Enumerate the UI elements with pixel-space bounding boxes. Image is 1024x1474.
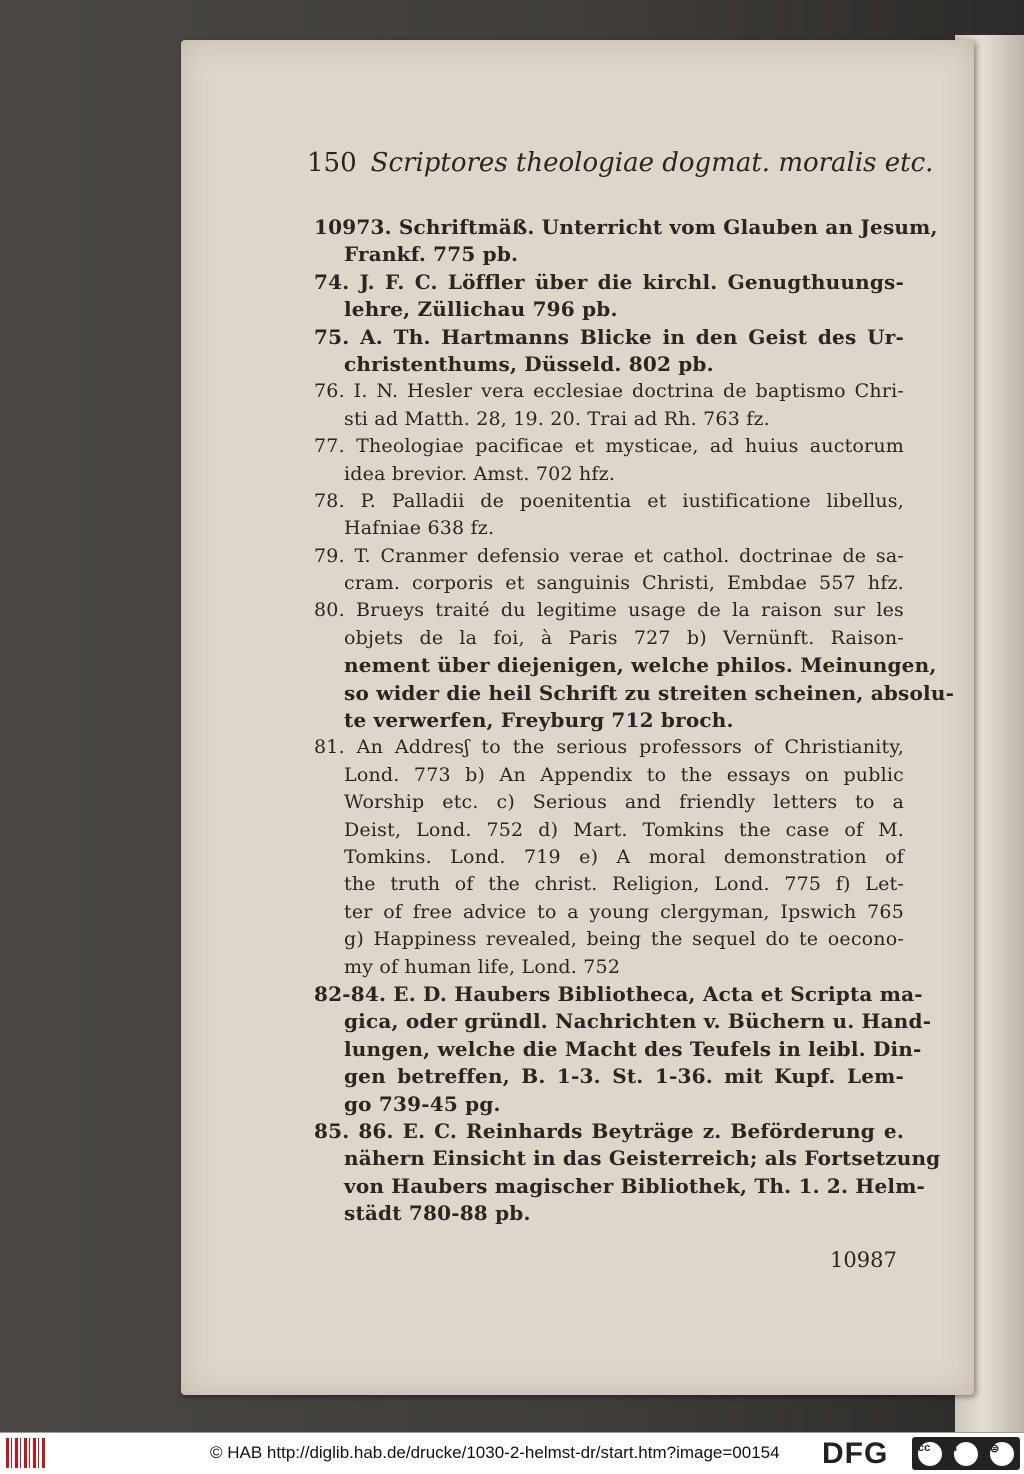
entry-line: 10973. Schriftmäß. Unterricht vom Glauben an Jesum, xyxy=(314,215,938,239)
running-title: Scriptores theologiae dogmat. moralis etc. xyxy=(370,148,934,178)
entry-line: idea brevior. Amst. 702 hfz. xyxy=(344,462,616,485)
entry-line: so wider die heil Schrift zu streiten scheinen, absolu- xyxy=(344,680,955,705)
entry-line: christenthums, Düsseld. 802 pb. xyxy=(344,351,714,376)
page-number: 150 xyxy=(307,148,357,178)
share-alike-icon: ⊜ xyxy=(990,1442,1014,1466)
entry-line: nähern Einsicht in das Geisterreich; als Fortsetzung xyxy=(344,1146,941,1171)
catchword: 10987 xyxy=(830,1248,897,1272)
entry-line: g) Happiness revealed, being the sequel do te oecono- xyxy=(344,928,904,951)
entry-line: 81. An Addresʃ to the serious professors of Christianity, xyxy=(314,736,904,759)
cc-license-badge[interactable] xyxy=(912,1437,1020,1470)
entry-line: 76. I. N. Hesler vera ecclesiae doctrina de baptismo Chri- xyxy=(314,380,904,403)
entry-line: 74. J. F. C. Löffler über die kirchl. Genugthuungs- xyxy=(314,269,904,294)
barcode-icon xyxy=(6,1438,46,1468)
entry-line: 80. Brueys traité du legitime usage de la raison sur les xyxy=(314,599,904,622)
entry-line: go 739-45 pg. xyxy=(344,1091,501,1116)
entry-line: Lond. 773 b) An Appendix to the essays on public xyxy=(344,763,904,786)
entry-line: 82-84. E. D. Haubers Bibliotheca, Acta et Scripta ma- xyxy=(314,981,923,1006)
entry-line: objets de la foi, à Paris 727 b) Vernünft. Raison- xyxy=(344,626,904,649)
catalog-entries xyxy=(314,214,955,1227)
running-head xyxy=(307,148,934,178)
entry-line: cram. corporis et sanguinis Christi, Embdae 557 hfz. xyxy=(344,572,904,595)
entry-line: ter of free advice to a young clergyman, Ipswich 765 xyxy=(344,900,904,923)
entry-line: 85. 86. E. C. Reinhards Beyträge z. Beförderung e. xyxy=(314,1118,904,1143)
entry-line: gen betreffen, B. 1-3. St. 1-36. mit Kupf. Lem- xyxy=(344,1064,904,1089)
entry-line: 79. T. Cranmer defensio verae et cathol. doctrinae de sa- xyxy=(314,544,904,567)
entry-line: Tomkins. Lond. 719 e) A moral demonstration of xyxy=(344,845,904,868)
entry-line: lungen, welche die Macht des Teufels in leibl. Din- xyxy=(344,1036,922,1061)
entry-line: 75. A. Th. Hartmanns Blicke in den Geist des Ur- xyxy=(314,324,904,349)
viewer-footer xyxy=(0,1432,1024,1474)
entry-line: Deist, Lond. 752 d) Mart. Tomkins the case of M. xyxy=(344,818,904,841)
entry-line: städt 780-88 pb. xyxy=(344,1201,531,1226)
entry-line: sti ad Matth. 28, 19. 20. Trai ad Rh. 763 fz. xyxy=(344,407,770,430)
entry-line: lehre, Züllichau 796 pb. xyxy=(344,297,618,322)
cc-icon: cc xyxy=(918,1442,942,1466)
entry-line: Frankf. 775 pb. xyxy=(344,242,519,267)
entry-line: Hafniae 638 fz. xyxy=(344,517,495,540)
entry-line: 78. P. Palladii de poenitentia et iustificatione libellus, xyxy=(314,489,904,512)
entry-line: von Haubers magischer Bibliothek, Th. 1. 2. Helm- xyxy=(344,1173,926,1198)
attribution-icon: i xyxy=(954,1442,978,1466)
entry-line: nement über diejenigen, welche philos. Meinungen, xyxy=(344,653,937,678)
dfg-logo: DFG xyxy=(822,1437,889,1470)
entry-line: gica, oder gründl. Nachrichten v. Büchern u. Hand- xyxy=(344,1009,932,1034)
entry-line: my of human life, Lond. 752 xyxy=(344,955,621,978)
copyright-link[interactable]: © HAB http://diglib.hab.de/drucke/1030-2-helmst-dr/start.htm?image=00154 xyxy=(210,1443,780,1462)
entry-line: the truth of the christ. Religion, Lond. 775 f) Let- xyxy=(344,873,904,896)
entry-line: 77. Theologiae pacificae et mysticae, ad huius auctorum xyxy=(314,435,904,458)
entry-line: Worship etc. c) Serious and friendly letters to a xyxy=(344,791,904,814)
entry-line: te verwerfen, Freyburg 712 broch. xyxy=(344,708,734,733)
